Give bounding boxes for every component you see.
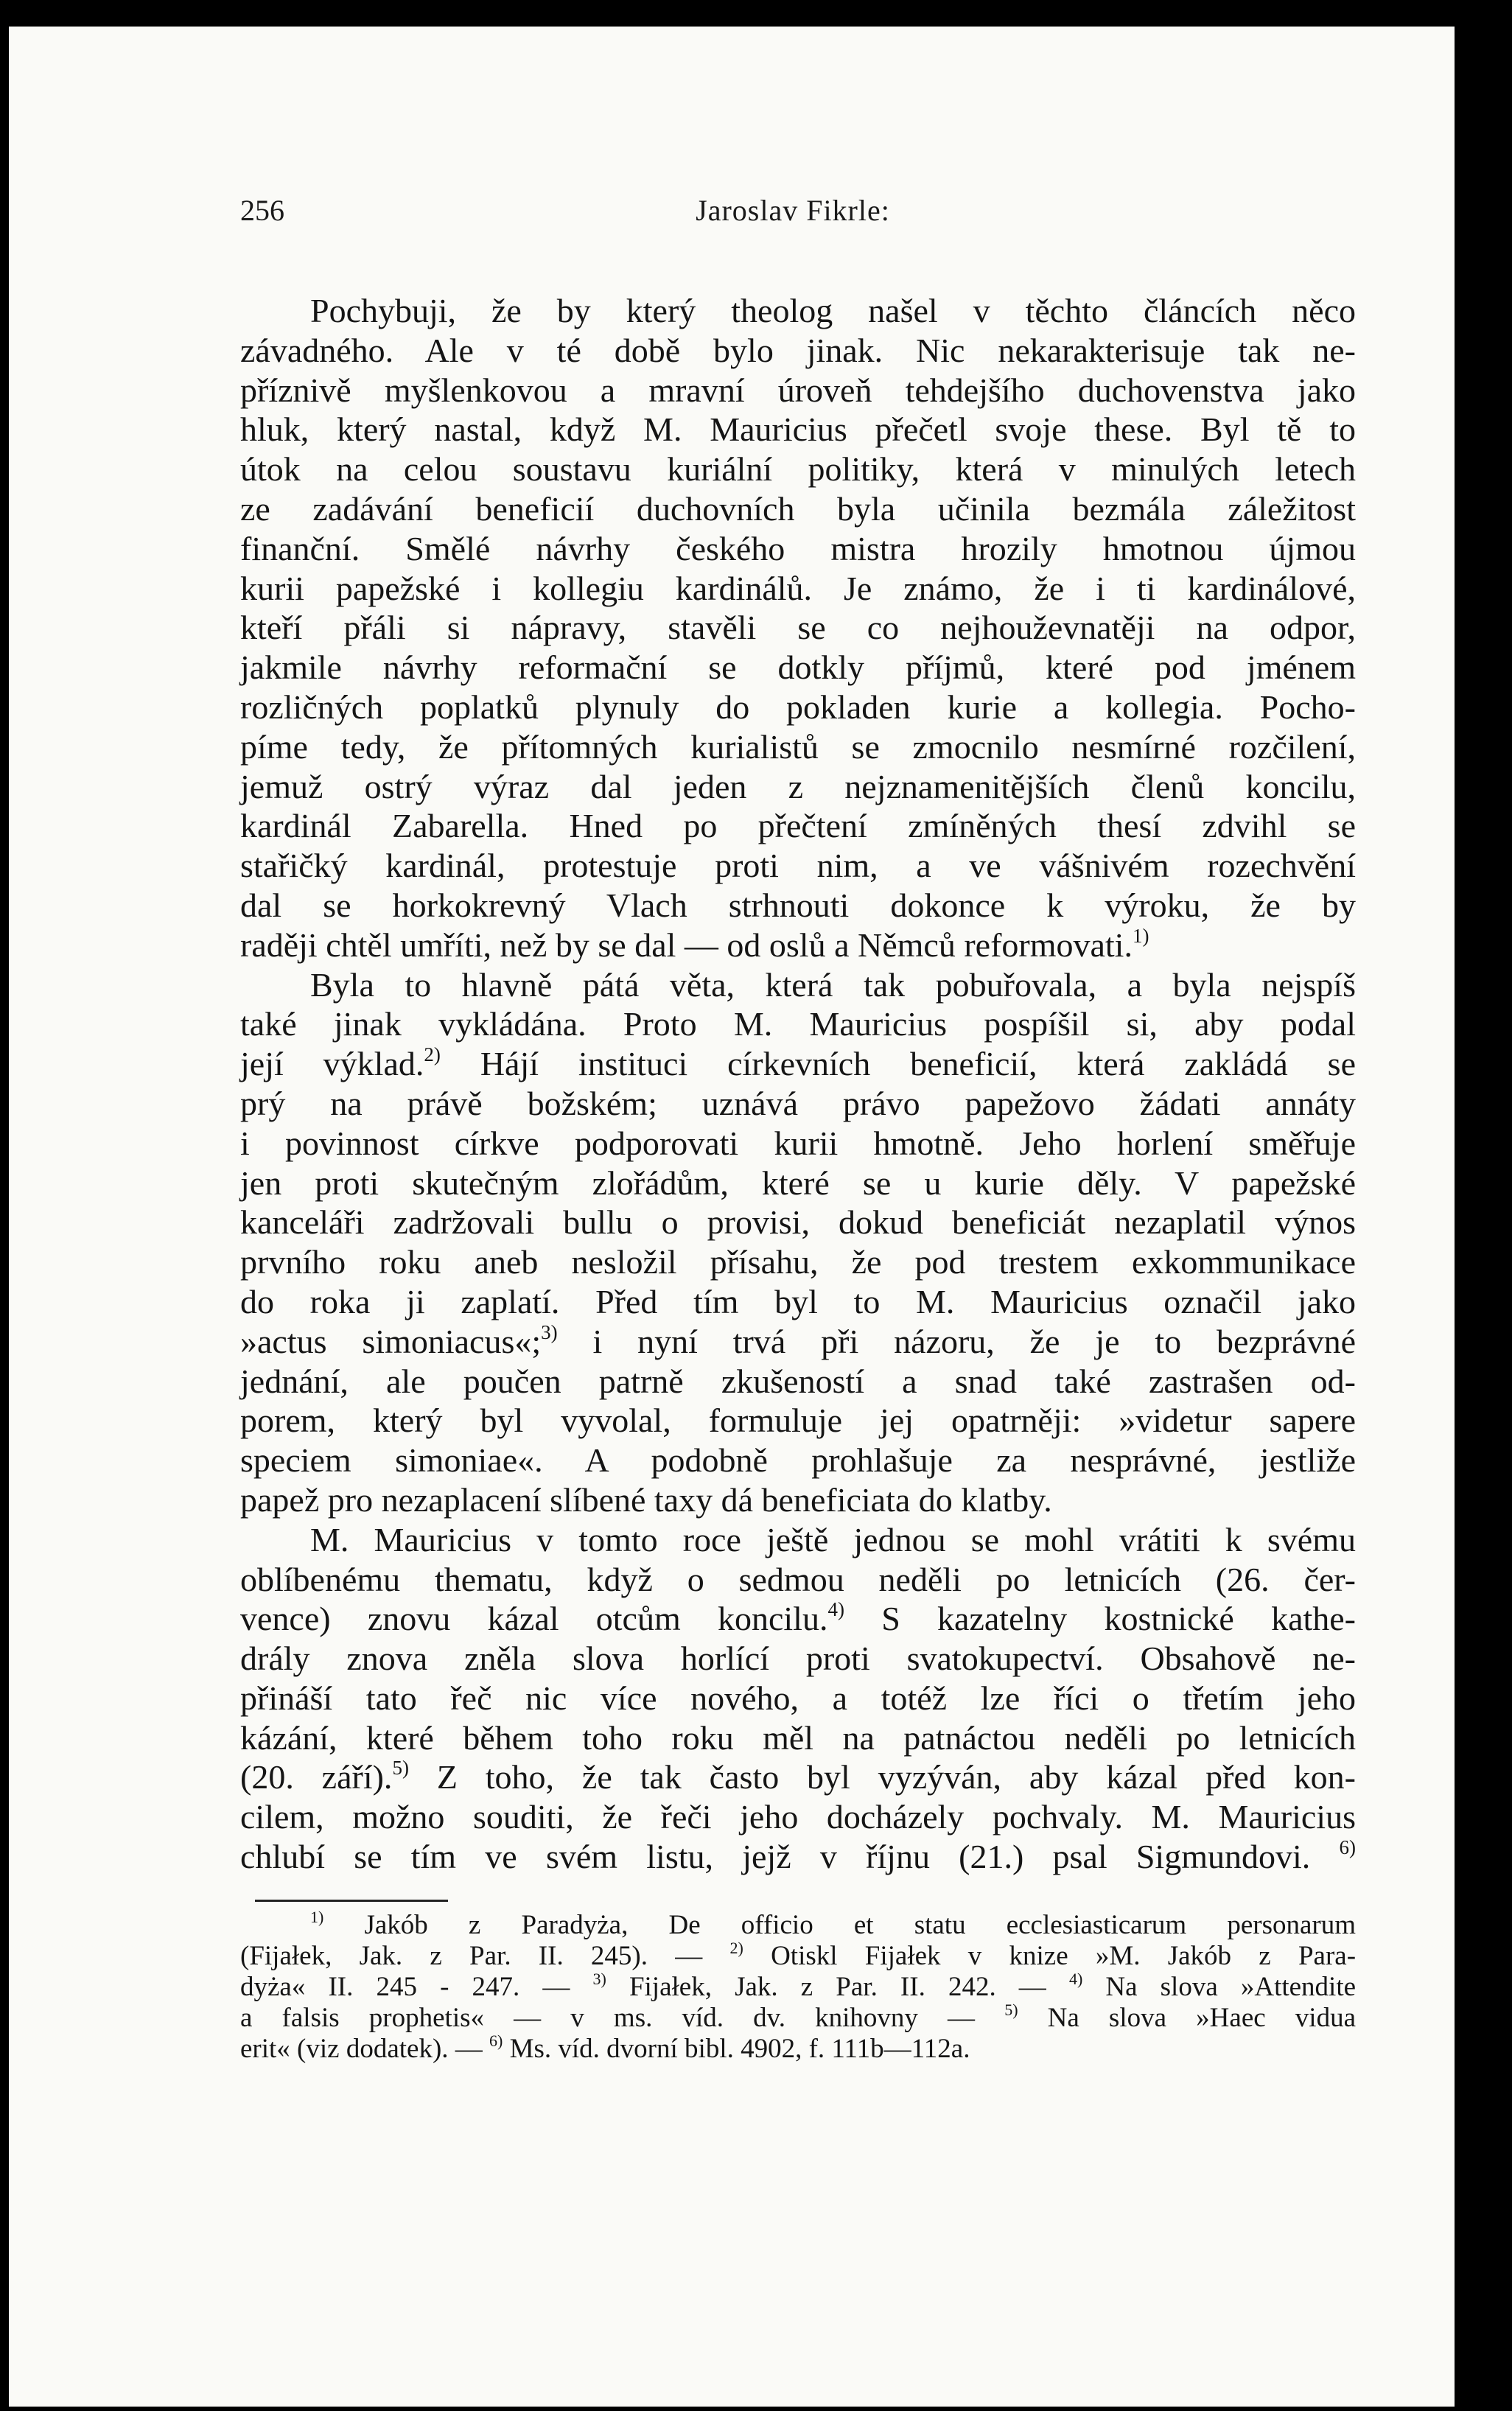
running-title: Jaroslav Fikrle:	[696, 194, 890, 227]
text-segment: vence) znovu kázal otcům koncilu.	[240, 1600, 828, 1638]
footnote-divider	[255, 1900, 448, 1902]
footnote-line	[240, 1910, 1356, 1941]
text-line: rozličných poplatků plynuly do pokladen kurie a kollegia. Pocho-	[240, 687, 1356, 726]
text-segment: (Fijałek, Jak. z Par. II. 245). —	[240, 1941, 703, 1971]
body-text	[240, 291, 1356, 1877]
text-line: do roka ji zaplatí. Před tím byl to M. Mauricius označil jako	[240, 1282, 1356, 1320]
footnote-marker: 2)	[729, 1939, 743, 1957]
text-line	[240, 1837, 1356, 1877]
footnote-line	[240, 1972, 1356, 2003]
text-line: papež pro nezaplacení slíbené taxy dá beneficiata do klatby.	[240, 1480, 1052, 1519]
text-line: dal se horkokrevný Vlach strhnouti dokonce k výroku, že by	[240, 886, 1356, 924]
footnote-ref: 6)	[1339, 1836, 1357, 1859]
text-line: kteří přáli si nápravy, stavěli se co nejhouževnatěji na odpor,	[240, 609, 1356, 647]
text-segment: chlubí se tím ve svém listu, jejž v říjnu (21.) psal Sigmundovi.	[240, 1838, 1311, 1876]
footnote-marker: 3)	[592, 1970, 606, 1988]
text-line: přináší tato řeč nic více nového, a totéž lze říci o třetím jeho	[240, 1679, 1356, 1717]
text-segment: S kazatelny kostnické kathe-	[881, 1600, 1356, 1638]
text-line: kardinál Zabarella. Hned po přečtení zmíněných thesí zdvihl se	[240, 807, 1356, 845]
footnote-marker: 1)	[310, 1908, 324, 1926]
footnote-ref: 3)	[541, 1320, 558, 1343]
footnote-marker: 4)	[1068, 1970, 1083, 1988]
text-line: hluk, který nastal, když M. Mauricius přečetl svoje these. Byl tě to	[240, 410, 1356, 449]
text-line: píme tedy, že přítomných kurialistů se zmocnilo nesmírné rozčilení,	[240, 727, 1356, 766]
page-header	[240, 193, 1345, 237]
text-line: jakmile návrhy reformační se dotkly příjmů, které pod jménem	[240, 648, 1356, 687]
text-line: i povinnost církve podporovati kurii hmotně. Jeho horlení směřuje	[240, 1124, 1356, 1162]
text-line	[240, 1044, 1356, 1084]
text-segment: a falsis prophetis« — v ms. víd. dv. knihovny —	[240, 2003, 976, 2033]
text-segment: Hájí instituci církevních beneficií, která zakládá se	[480, 1045, 1356, 1083]
text-segment: dyża« II. 245 - 247. —	[240, 1972, 570, 2002]
text-line: jemuž ostrý výraz dal jeden z nejznamenitějších členů koncilu,	[240, 767, 1356, 805]
text-segment: (20. září).	[240, 1758, 393, 1796]
footnote-ref: 4)	[827, 1598, 844, 1621]
text-segment: »actus simoniacus«;	[240, 1322, 542, 1360]
text-segment: Fijałek, Jak. z Par. II. 242. —	[629, 1972, 1046, 2002]
footnotes	[240, 1910, 1356, 2065]
footnote-marker: 6)	[489, 2032, 503, 2050]
footnote-line	[240, 1941, 1356, 1972]
footnote-marker: 5)	[1004, 2001, 1018, 2019]
text-segment: její výklad.	[240, 1045, 424, 1083]
text-line: finanční. Smělé návrhy českého mistra hrozily hmotnou újmou	[240, 529, 1356, 567]
text-segment: raději chtěl umříti, než by se dal — od oslů a Němců reformovati.	[240, 925, 1133, 964]
text-segment: erit« (viz dodatek). —	[240, 2034, 483, 2064]
footnote-line	[240, 2003, 1356, 2034]
text-line: Pochybuji, že by který theolog našel v těchto článcích něco	[310, 292, 1356, 329]
text-segment: i nyní trvá při názoru, že je to bezprávné	[592, 1322, 1356, 1360]
text-line	[240, 1757, 1356, 1797]
text-line: kanceláři zadržovali bullu o provisi, dokud beneficiát nezaplatil výnos	[240, 1203, 1356, 1242]
text-segment: Z toho, že tak často byl vyzýván, aby kázal před kon-	[436, 1758, 1357, 1796]
text-line	[240, 1599, 1356, 1639]
text-line: příznivě myšlenkovou a mravní úroveň tehdejšího duchovenstva jako	[240, 371, 1356, 409]
text-line: jen proti skutečným zlořádům, které se u kurie děly. V papežské	[240, 1163, 1356, 1202]
text-line: M. Mauricius v tomto roce ještě jednou se mohl vrátiti k svému	[310, 1520, 1356, 1558]
text-segment: Jakób z Paradyża, De officio et statu ecclesiasticarum personarum	[364, 1910, 1356, 1940]
text-line: závadného. Ale v té době bylo jinak. Nic nekarakterisuje tak ne-	[240, 331, 1356, 369]
text-line: stařičký kardinál, protestuje proti nim, a ve vášnivém rozechvění	[240, 847, 1356, 885]
footnote-ref: 1)	[1132, 924, 1149, 947]
text-line: jednání, ale poučen patrně zkušeností a snad také zastrašen od-	[240, 1362, 1356, 1400]
text-segment: Ms. víd. dvorní bibl. 4902, f. 111b—112a.	[509, 2034, 970, 2064]
footnote-ref: 2)	[424, 1043, 441, 1066]
text-line: kázání, které během toho roku měl na patnáctou neděli po letnicích	[240, 1718, 1356, 1757]
footnote-ref: 5)	[392, 1757, 409, 1780]
text-segment: Otiskl Fijałek v knize »M. Jakób z Para-	[771, 1941, 1357, 1971]
text-line: prý na právě božském; uznává právo papežovo žádati annáty	[240, 1084, 1356, 1122]
text-line: speciem simoniae«. A podobně prohlašuje za nesprávné, jestliže	[240, 1441, 1356, 1480]
text-line: také jinak vykládána. Proto M. Mauricius pospíšil si, aby podal	[240, 1005, 1356, 1043]
text-line: cilem, možno souditi, že řeči jeho docházely pochvaly. M. Mauricius	[240, 1798, 1356, 1836]
text-segment: Na slova »Haec vidua	[1047, 2003, 1357, 2033]
text-line: porem, který byl vyvolal, formuluje jej opatrněji: »videtur sapere	[240, 1402, 1356, 1440]
text-line	[240, 925, 1356, 965]
text-line: ze zadávání beneficií duchovních byla učinila bezmála záležitost	[240, 489, 1356, 528]
footnote-line	[240, 2034, 1356, 2065]
text-segment: Na slova »Attendite	[1105, 1972, 1357, 2002]
text-line: prvního roku aneb nesložil přísahu, že pod trestem exkommunikace	[240, 1243, 1356, 1281]
text-line: kurii papežské i kollegiu kardinálů. Je známo, že i ti kardinálové,	[240, 569, 1356, 607]
text-line: drály znova zněla slova horlící proti svatokupectví. Obsahově ne-	[240, 1640, 1356, 1678]
text-line	[240, 1322, 1356, 1362]
text-line: Byla to hlavně pátá věta, která tak pobuřovala, a byla nejspíš	[310, 965, 1356, 1004]
text-line: oblíbenému thematu, když o sedmou neděli po letnicích (26. čer-	[240, 1560, 1356, 1598]
page-number: 256	[240, 194, 284, 227]
text-line: útok na celou soustavu kuriální politiky, která v minulých letech	[240, 450, 1356, 489]
